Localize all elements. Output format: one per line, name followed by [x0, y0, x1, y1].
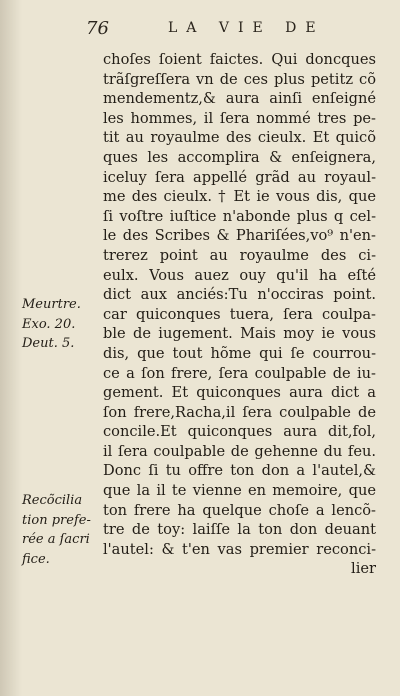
marginal-note-murder	[22, 295, 102, 354]
text-line: tre de toy: laiſſe la ton don deuant	[103, 521, 376, 539]
text-line: dict aux anciés:Tu n'occiras point.	[103, 286, 376, 304]
marginal-note-line: fice.	[22, 551, 50, 567]
catchword: lier	[351, 560, 376, 578]
text-line: mendementz,& aura ainſi enſeigné	[103, 90, 376, 108]
text-line: le des Scribes & Phariſées,vo⁹ n'en-	[103, 227, 376, 245]
text-line: ſon frere,Racha,il ſera coulpable de	[103, 403, 376, 421]
text-line: ques les accomplira & enſeignera,	[103, 148, 376, 166]
text-line: concile.Et quiconques aura dit,fol,	[103, 423, 376, 441]
page-number: 76	[86, 18, 109, 39]
text-line: ſi voſtre iuſtice n'abonde plus q cel-	[103, 207, 376, 225]
text-line: car quiconques tuera, ſera coulpa-	[103, 305, 376, 323]
marginal-note-reconciliation	[22, 491, 102, 569]
text-line: ce a ſon frere, ſera coulpable de iu-	[103, 364, 376, 382]
text-line: eulx. Vous auez ouy qu'il ha eſté	[103, 266, 376, 284]
text-line: choſes ſoient faictes. Qui doncques	[103, 51, 376, 68]
marginal-note-line: Exo. 20.	[22, 316, 76, 332]
main-text-block	[103, 50, 376, 579]
text-line: l'autel: & t'en vas premier reconci-	[103, 540, 376, 558]
text-line: ble de iugement. Mais moy ie vous	[103, 325, 376, 343]
text-line: tit au royaulme des cieulx. Et quicõ	[103, 129, 376, 147]
text-line: trãſgreſſera vn de ces plus petitz cõ	[103, 70, 376, 88]
text-line: que la il te vienne en memoire, que	[103, 482, 376, 500]
page-header	[86, 18, 386, 38]
text-line: ton frere ha quelque choſe a lencõ-	[103, 501, 376, 519]
running-title: LA VIE DE	[168, 20, 325, 36]
marginal-note-line: tion prefe-	[22, 512, 91, 528]
text-line: iceluy ſera appellé grãd au royaul-	[103, 168, 376, 186]
text-line: Donc ſi tu offre ton don a l'autel,&	[103, 462, 376, 480]
text-line: il ſera coulpable de gehenne du feu.	[103, 442, 376, 460]
page-gutter-shadow	[0, 0, 22, 696]
text-line: gement. Et quiconques aura dict a	[103, 384, 376, 402]
text-line: dis, que tout hõme qui ſe courrou-	[103, 344, 376, 362]
text-line: trerez point au royaulme des ci-	[103, 246, 376, 264]
marginal-note-line: Meurtre.	[22, 297, 81, 312]
marginal-note-line: Recõcilia	[22, 493, 83, 508]
marginal-note-line: rée a ſacri	[22, 532, 90, 548]
marginal-note-line: Deut. 5.	[22, 336, 75, 352]
text-line: me des cieulx. † Et ie vous dis, que	[103, 188, 376, 206]
text-line: les hommes, il ſera nommé tres pe-	[103, 109, 376, 127]
